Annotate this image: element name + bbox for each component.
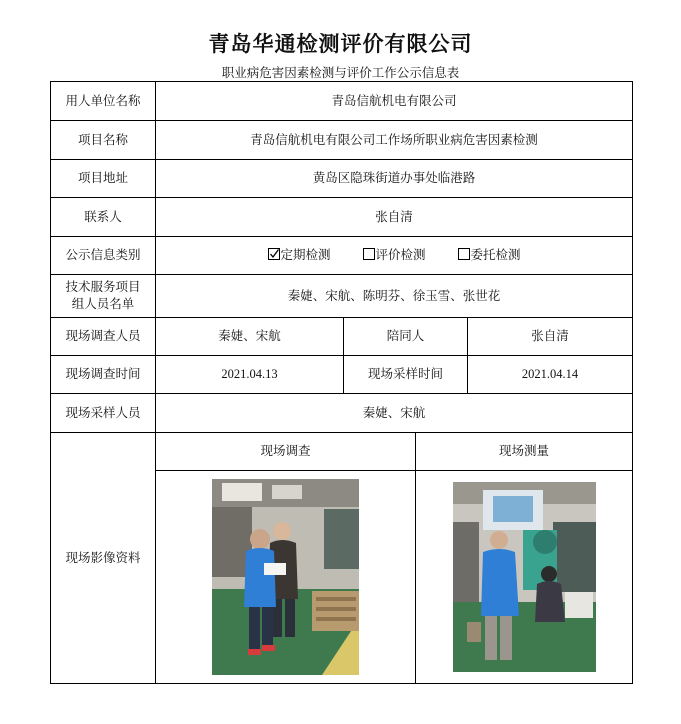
employer-label: 用人单位名称 [51,82,156,121]
checkbox-empty-icon[interactable] [458,248,470,260]
form-subtitle: 职业病危害因素检测与评价工作公示信息表 [221,65,460,80]
photo2-cell [416,471,633,684]
table-row [51,82,633,121]
table-row [51,198,633,237]
photo1-cell [156,471,416,684]
category-options [156,237,633,275]
table-row [51,275,633,318]
table-row [51,237,633,275]
option-commissioned[interactable] [458,247,521,264]
table-row [51,433,633,471]
table-row [51,318,633,356]
sampling-staff-value: 秦婕、宋航 [156,394,633,433]
survey-staff-label: 现场调查人员 [51,318,156,356]
photo2-caption: 现场测量 [416,433,633,471]
option-label: 定期检测 [280,247,331,263]
category-label: 公示信息类别 [51,237,156,275]
contact-value: 张自清 [156,198,633,237]
address-label: 项目地址 [51,160,156,198]
team-label-line1: 技术服务项目 [65,279,141,295]
option-label: 委托检测 [470,247,521,263]
survey-time-label: 现场调查时间 [51,356,156,394]
survey-time-value: 2021.04.13 [156,356,344,394]
option-evaluation[interactable] [363,247,426,264]
contact-label: 联系人 [51,198,156,237]
team-value: 秦婕、宋航、陈明芬、徐玉雪、张世花 [156,275,633,318]
table-row [51,394,633,433]
team-label [51,275,156,318]
survey-staff-value: 秦婕、宋航 [156,318,344,356]
sampling-time-value: 2021.04.14 [468,356,633,394]
site-measurement-photo [453,482,596,672]
sampling-time-label: 现场采样时间 [344,356,468,394]
team-label-line2: 组人员名单 [71,296,135,311]
checkbox-empty-icon[interactable] [363,248,375,260]
media-label: 现场影像资料 [51,433,156,684]
address-value: 黄岛区隐珠街道办事处临港路 [156,160,633,198]
project-label: 项目名称 [51,121,156,160]
checkbox-checked-icon[interactable] [268,248,280,260]
sampling-staff-label: 现场采样人员 [51,394,156,433]
employer-value: 青岛信航机电有限公司 [156,82,633,121]
project-value: 青岛信航机电有限公司工作场所职业病危害因素检测 [156,121,633,160]
table-row [51,160,633,198]
option-periodic[interactable] [268,247,331,264]
company-title: 青岛华通检测评价有限公司 [208,32,473,56]
escort-label: 陪同人 [344,318,468,356]
table-row [51,356,633,394]
site-survey-photo [212,479,359,675]
escort-value: 张自清 [468,318,633,356]
table-row [51,121,633,160]
info-table [50,81,633,684]
option-label: 评价检测 [375,247,426,263]
photo1-caption: 现场调查 [156,433,416,471]
